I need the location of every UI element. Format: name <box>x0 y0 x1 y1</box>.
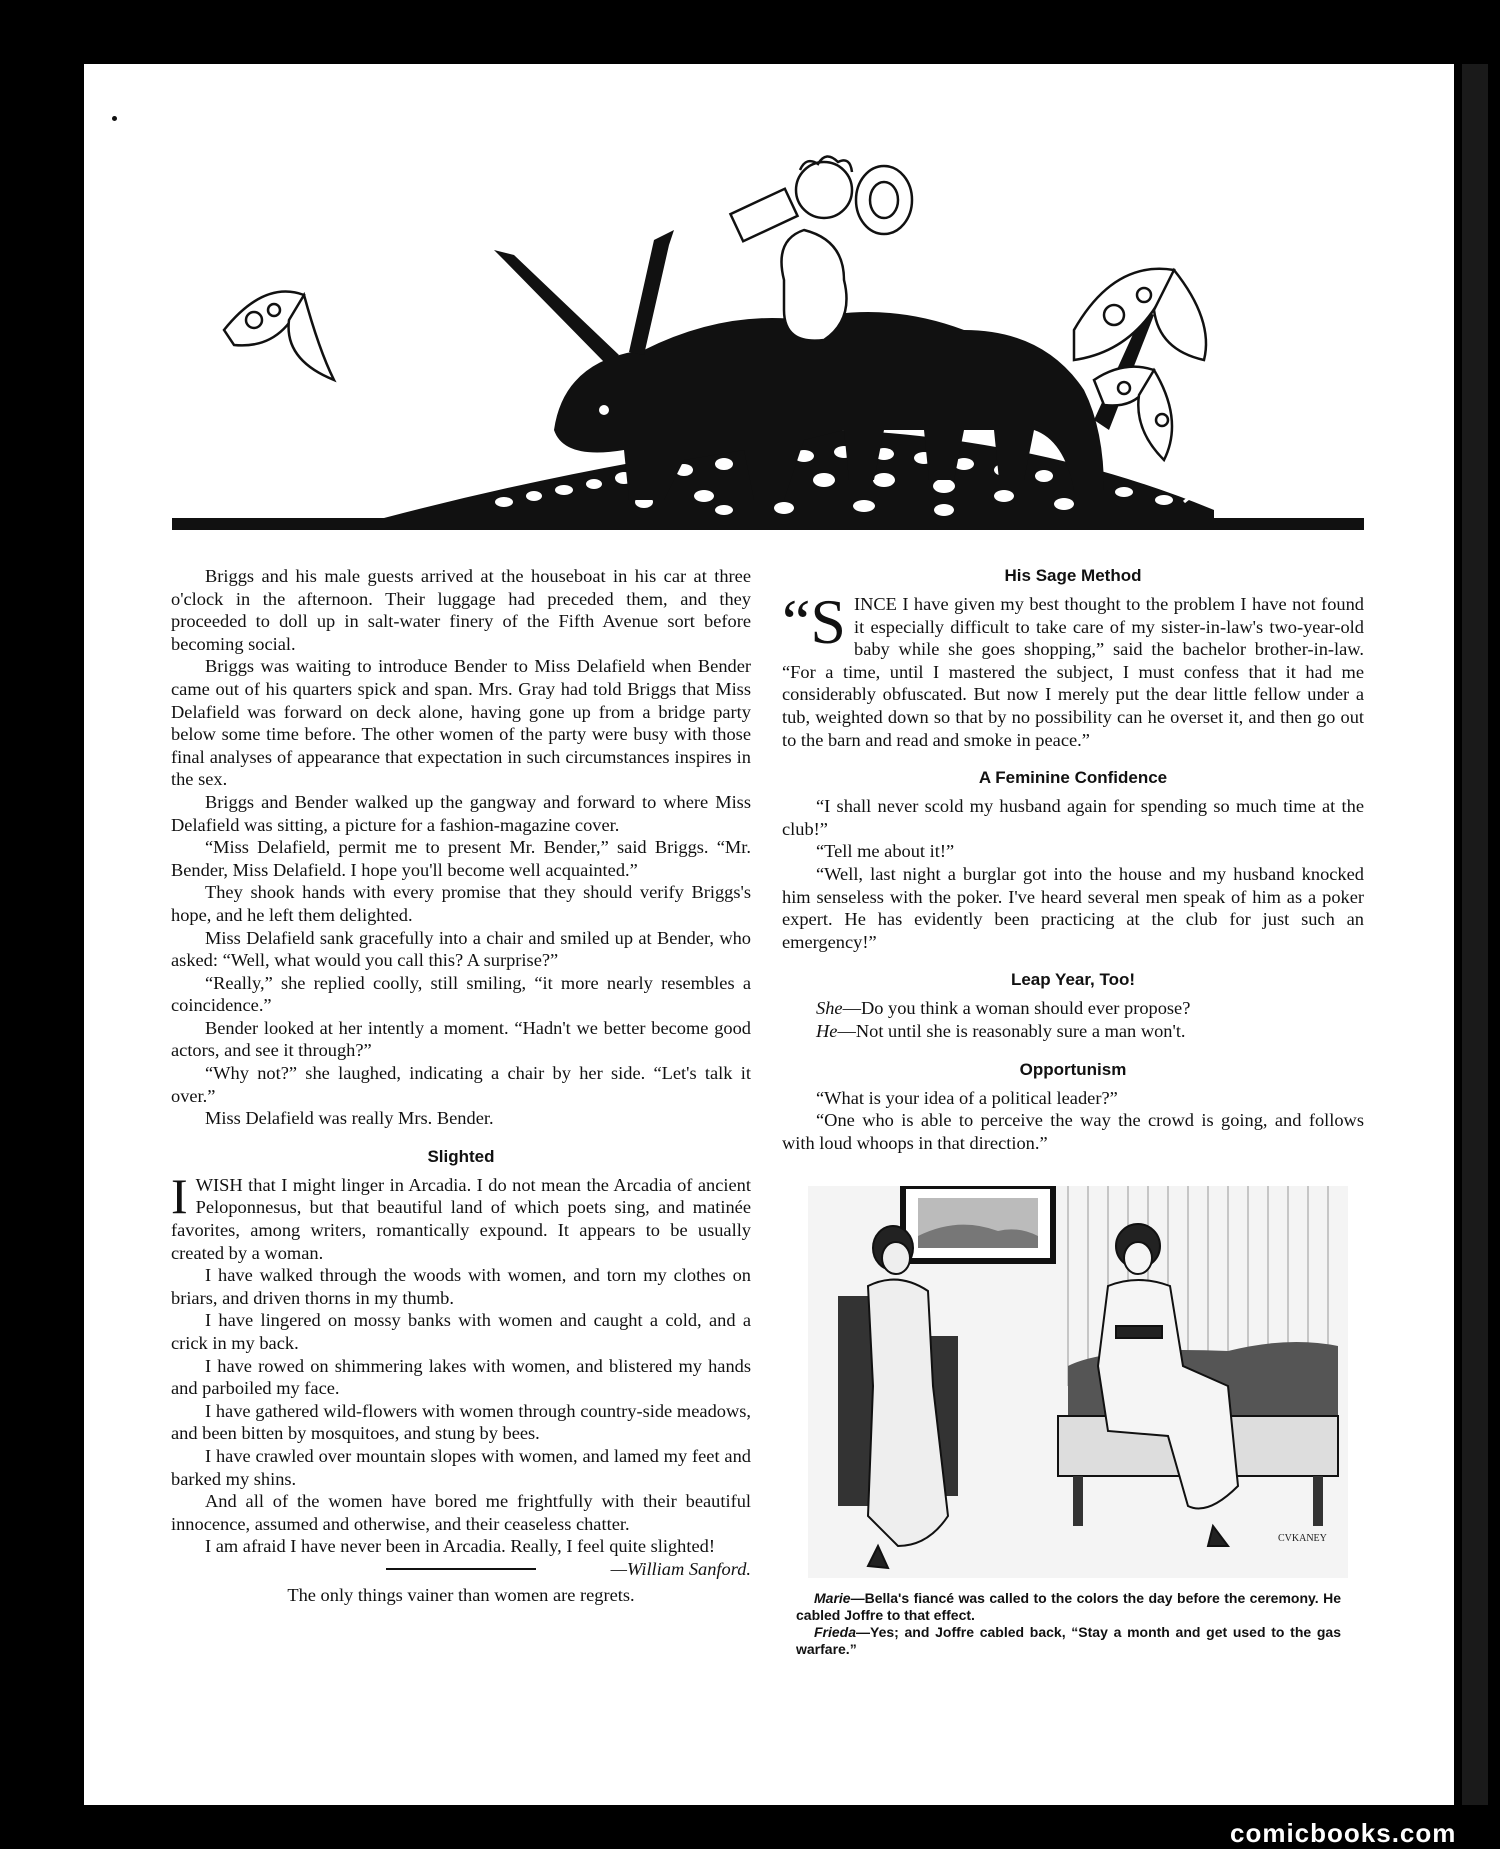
story-paragraph: “Miss Delafield, permit me to present Mr. Bender,” said Briggs. “Mr. Bender, Miss Delafield. I hope you'll become well acquainted.” <box>171 837 751 880</box>
story-paragraph: “Why not?” she laughed, indicating a chair by her side. “Let's talk it over.” <box>171 1063 751 1106</box>
two-women-illustration <box>808 1186 1348 1578</box>
author-signature: —William Sanford. <box>610 1558 751 1579</box>
sage-paragraph: “SINCE I have given my best thought to the problem I have not found it especially difficult to take care of my sister-in-law's two-year-old baby while she goes shopping,” said the bachelor brother-in-law. “For a time, until I mastered the subject, I must confess that it had me considerably obfuscated. But now I merely put the dear little fellow under a tub, weighted down so that by no possibility can he overset it, and then go out to the barn and read and smoke in peace.” <box>782 586 1364 750</box>
right-column <box>782 565 1364 1154</box>
divider-rule <box>386 1568 536 1570</box>
epigram: The only things vainer than women are regrets. <box>287 1584 635 1605</box>
section-title-opportunism: Opportunism <box>1019 1059 1127 1079</box>
moth-left <box>224 292 334 380</box>
slighted-paragraph: I have crawled over mountain slopes with women, and lamed my feet and barked my shins. <box>171 1445 751 1489</box>
slighted-paragraph: I have gathered wild-flowers with women through country-side meadows, and been bitten by mosquitoes, and stung by bees. <box>171 1400 751 1444</box>
illustration-caption <box>796 1590 1341 1658</box>
drop-cap: “S <box>782 586 846 657</box>
opportunism-paragraph: “What is your idea of a political leader?” <box>816 1087 1118 1108</box>
story-paragraph: Briggs and his male guests arrived at the houseboat in his car at three o'clock in the afternoon. Their luggage had preceded them, and they proceeded to doll up in salt-water finery of the Fifth Avenue sort before becoming social. <box>171 566 751 654</box>
slighted-paragraph: I have rowed on shimmering lakes with women, and blistered my hands and parboiled my face. <box>171 1355 751 1399</box>
story-paragraph: Miss Delafield was really Mrs. Bender. <box>205 1108 494 1129</box>
story-paragraph: Bender looked at her intently a moment. “Hadn't we better become good actors, and see it through?” <box>171 1017 751 1061</box>
section-title-sage: His Sage Method <box>1004 566 1142 585</box>
slighted-paragraph: I have walked through the woods with women, and torn my clothes on briars, and driven thorns in my thumb. <box>171 1265 751 1308</box>
artist-signature: CVKANEY <box>1278 1533 1327 1544</box>
feminine-paragraph: “Well, last night a burglar got into the house and my husband knocked him senseless with the poker. I've heard several men speak of him as a poker expert. He has evidently been practicing at the club for just such an emergency!” <box>782 863 1364 952</box>
story-paragraph: Briggs and Bender walked up the gangway and forward to where Miss Delafield was sitting, a picture for a fashion-magazine cover. <box>171 791 751 835</box>
story-paragraph: They shook hands with every promise that they should verify Briggs's hope, and he left them delighted. <box>171 882 751 925</box>
left-column <box>171 565 751 1607</box>
feminine-paragraph: “Tell me about it!” <box>816 841 955 862</box>
story-paragraph: “Really,” she replied coolly, still smiling, “it more nearly resembles a coincidence.” <box>171 972 751 1016</box>
caterpillar-antenna-2 <box>629 230 674 355</box>
opportunism-paragraph: “One who is able to perceive the way the crowd is going, and follows with loud whoops in that direction.” <box>782 1110 1364 1153</box>
leap-she-line: She—Do you think a woman should ever propose? <box>816 998 1191 1019</box>
slighted-paragraph: I have lingered on mossy banks with women and caught a cold, and a crick in my back. <box>171 1310 751 1353</box>
caption-marie: Marie—Bella's fiancé was called to the colors the day before the ceremony. He cabled Joffre to that effect. <box>796 1590 1341 1623</box>
feminine-paragraph: “I shall never scold my husband again for spending so much time at the club!” <box>782 796 1364 839</box>
leap-he-line: He—Not until she is reasonably sure a man won't. <box>816 1020 1186 1041</box>
story-paragraph: Miss Delafield sank gracefully into a chair and smiled up at Bender, who asked: “Well, what would you call this? A surprise?” <box>171 927 751 971</box>
section-title-feminine: A Feminine Confidence <box>978 768 1168 788</box>
slighted-first-paragraph: IWISH that I might linger in Arcadia. I do not mean the Arcadia of ancient Peloponnesus, but that beautiful land of which poets sing, and matinée favorites, among writers, romantically expound. It appears to be usually created by a woman. <box>171 1167 751 1263</box>
header-illustration <box>84 130 1374 550</box>
section-title-slighted: Slighted <box>427 1146 495 1166</box>
caterpillar-antenna <box>494 250 619 362</box>
caption-frieda: Frieda—Yes; and Joffre cabled back, “Stay a month and get used to the gas warfare.” <box>796 1624 1341 1657</box>
facing-page-edge <box>1462 64 1488 1805</box>
slighted-last-paragraph: I am afraid I have never been in Arcadia. Really, I feel quite slighted! —William Sanford. <box>205 1536 751 1579</box>
ground-band <box>172 518 1364 530</box>
page-speck <box>112 116 117 121</box>
section-title-leap-year: Leap Year, Too! <box>1010 970 1136 990</box>
site-watermark: comicbooks.com <box>1230 1818 1457 1848</box>
story-paragraph: Briggs was waiting to introduce Bender to Miss Delafield when Bender came out of his quarters spick and span. Mrs. Gray had told Briggs that Miss Delafield was forward on deck alone, having gone up from a bridge party below some time before. The other women of the party were busy with those final analyses of appearance that expectation in such circumstances inspires in the sex. <box>171 656 751 790</box>
drop-cap: I <box>171 1167 188 1224</box>
slighted-paragraph: And all of the women have bored me frightfully with their beautiful innocence, assumed and otherwise, and their ceaseless chatter. <box>171 1491 751 1534</box>
